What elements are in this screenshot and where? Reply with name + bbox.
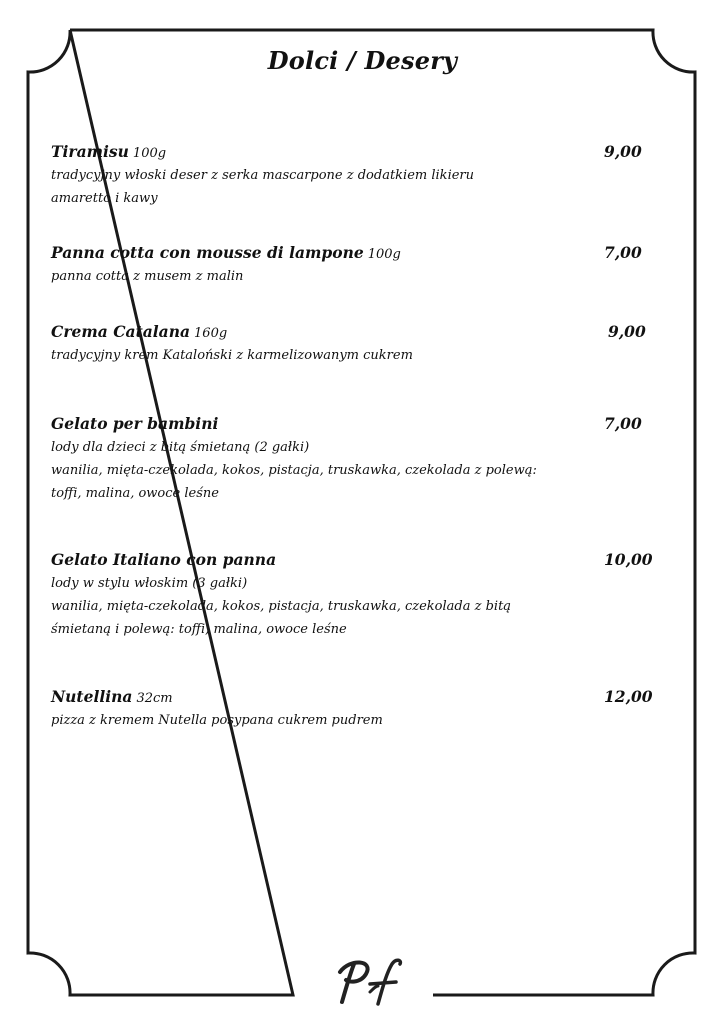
item-desc-line: toffi, malina, owoce leśne	[51, 486, 219, 501]
item-price: 10,00	[604, 550, 653, 569]
item-price: 7,00	[604, 414, 642, 433]
item-desc-line: wanilia, mięta-czekolada, kokos, pistacja, truskawka, czekolada z polewą:	[51, 463, 537, 478]
item-desc-line: pizza z kremem Nutella posypana cukrem pudrem	[51, 713, 383, 728]
item-weight: 100g	[132, 146, 167, 161]
page-title: Dolci / Desery	[267, 46, 458, 75]
item-name: Gelato Italiano con panna	[51, 550, 277, 569]
menu-item-gelato-per-bambini	[51, 414, 651, 505]
item-name: Crema Catalana	[51, 322, 191, 341]
item-desc-line: amaretto i kawy	[51, 191, 158, 206]
item-desc-line: śmietaną i polewą: toffi, malina, owoce leśne	[51, 622, 347, 637]
restaurant-logo	[320, 952, 410, 1012]
menu-item-crema-catalana	[51, 322, 651, 367]
menu-item-tiramisu	[51, 142, 651, 210]
item-desc-line: wanilia, mięta-czekolada, kokos, pistacja, truskawka, czekolada z bitą	[51, 599, 512, 614]
item-name: Nutellina	[51, 687, 133, 706]
item-price: 12,00	[604, 687, 653, 706]
menu-item-nutellina	[51, 687, 651, 732]
item-desc-line: lody dla dzieci z bitą śmietaną (2 gałki)	[51, 440, 310, 455]
item-price: 7,00	[604, 243, 642, 262]
item-name: Gelato per bambini	[51, 414, 219, 433]
item-price: 9,00	[604, 142, 642, 161]
menu-item-gelato-italiano	[51, 550, 651, 641]
item-weight: 160g	[194, 326, 228, 341]
item-name: Panna cotta con mousse di lampone	[51, 243, 364, 262]
item-name: Tiramisu	[51, 142, 129, 161]
item-desc-line: lody w stylu włoskim (3 gałki)	[51, 576, 248, 591]
item-price: 9,00	[608, 322, 646, 341]
item-desc-line: tradycyjny włoski deser z serka mascarpone z dodatkiem likieru	[51, 168, 475, 183]
item-weight: 100g	[367, 247, 401, 262]
item-weight: 32cm	[136, 691, 173, 706]
menu-item-panna-cotta	[51, 243, 651, 288]
item-desc-line: panna cotta z musem z malin	[51, 269, 244, 284]
item-desc-line: tradycyjny krem Kataloński z karmelizowanym cukrem	[51, 348, 413, 363]
